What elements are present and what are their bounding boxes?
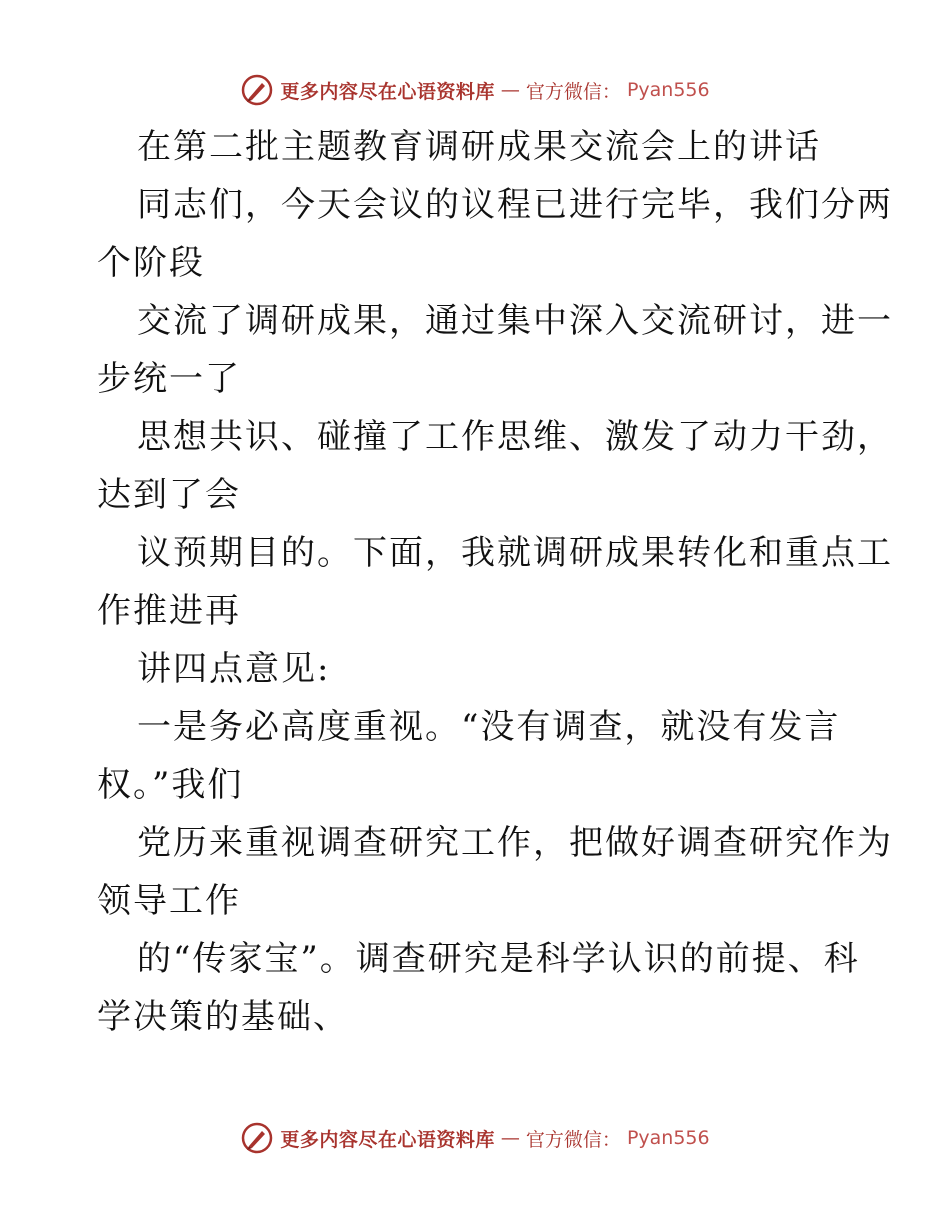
text-line: 党历来重视调查研究工作，把做好调查研究作为 xyxy=(137,823,893,863)
text-line: 同志们，今天会议的议程已进行完毕，我们分两 xyxy=(137,185,893,225)
text-line: 步统一了 xyxy=(97,359,241,399)
text-line: 交流了调研成果，通过集中深入交流研讨，进一 xyxy=(137,301,893,341)
text-line: 一是务必高度重视。“没有调查，就没有发言 xyxy=(137,707,841,747)
banner-wechat-id: Pyan556 xyxy=(626,79,710,101)
text-line: 领导工作 xyxy=(97,881,241,921)
header-banner xyxy=(0,70,950,110)
text-line: 讲四点意见: xyxy=(137,649,331,689)
document-body xyxy=(97,118,893,1046)
pen-logo-icon xyxy=(240,73,274,107)
text-line: 的“传家宝”。调查研究是科学认识的前提、科 xyxy=(137,939,860,979)
banner-wechat-label: 官方微信： xyxy=(525,80,621,103)
pen-logo-icon xyxy=(240,1121,274,1155)
banner-wechat-label: 官方微信： xyxy=(525,1128,621,1151)
banner-separator: — xyxy=(500,1127,520,1149)
text-line: 学决策的基础、 xyxy=(97,997,349,1037)
text-line: 权。”我们 xyxy=(97,765,244,805)
text-line: 个阶段 xyxy=(97,243,205,283)
banner-main-text: 更多内容尽在心语资料库 xyxy=(280,80,495,103)
text-line: 作推进再 xyxy=(97,591,241,631)
text-line: 在第二批主题教育调研成果交流会上的讲话 xyxy=(137,127,821,167)
footer-banner xyxy=(0,1118,950,1158)
banner-main-text: 更多内容尽在心语资料库 xyxy=(280,1128,495,1151)
banner-separator: — xyxy=(500,79,520,101)
text-line: 议预期目的。下面，我就调研成果转化和重点工 xyxy=(137,533,893,573)
text-line: 达到了会 xyxy=(97,475,241,515)
banner-wechat-id: Pyan556 xyxy=(626,1127,710,1149)
text-line: 思想共识、碰撞了工作思维、激发了动力干劲， xyxy=(137,417,893,457)
